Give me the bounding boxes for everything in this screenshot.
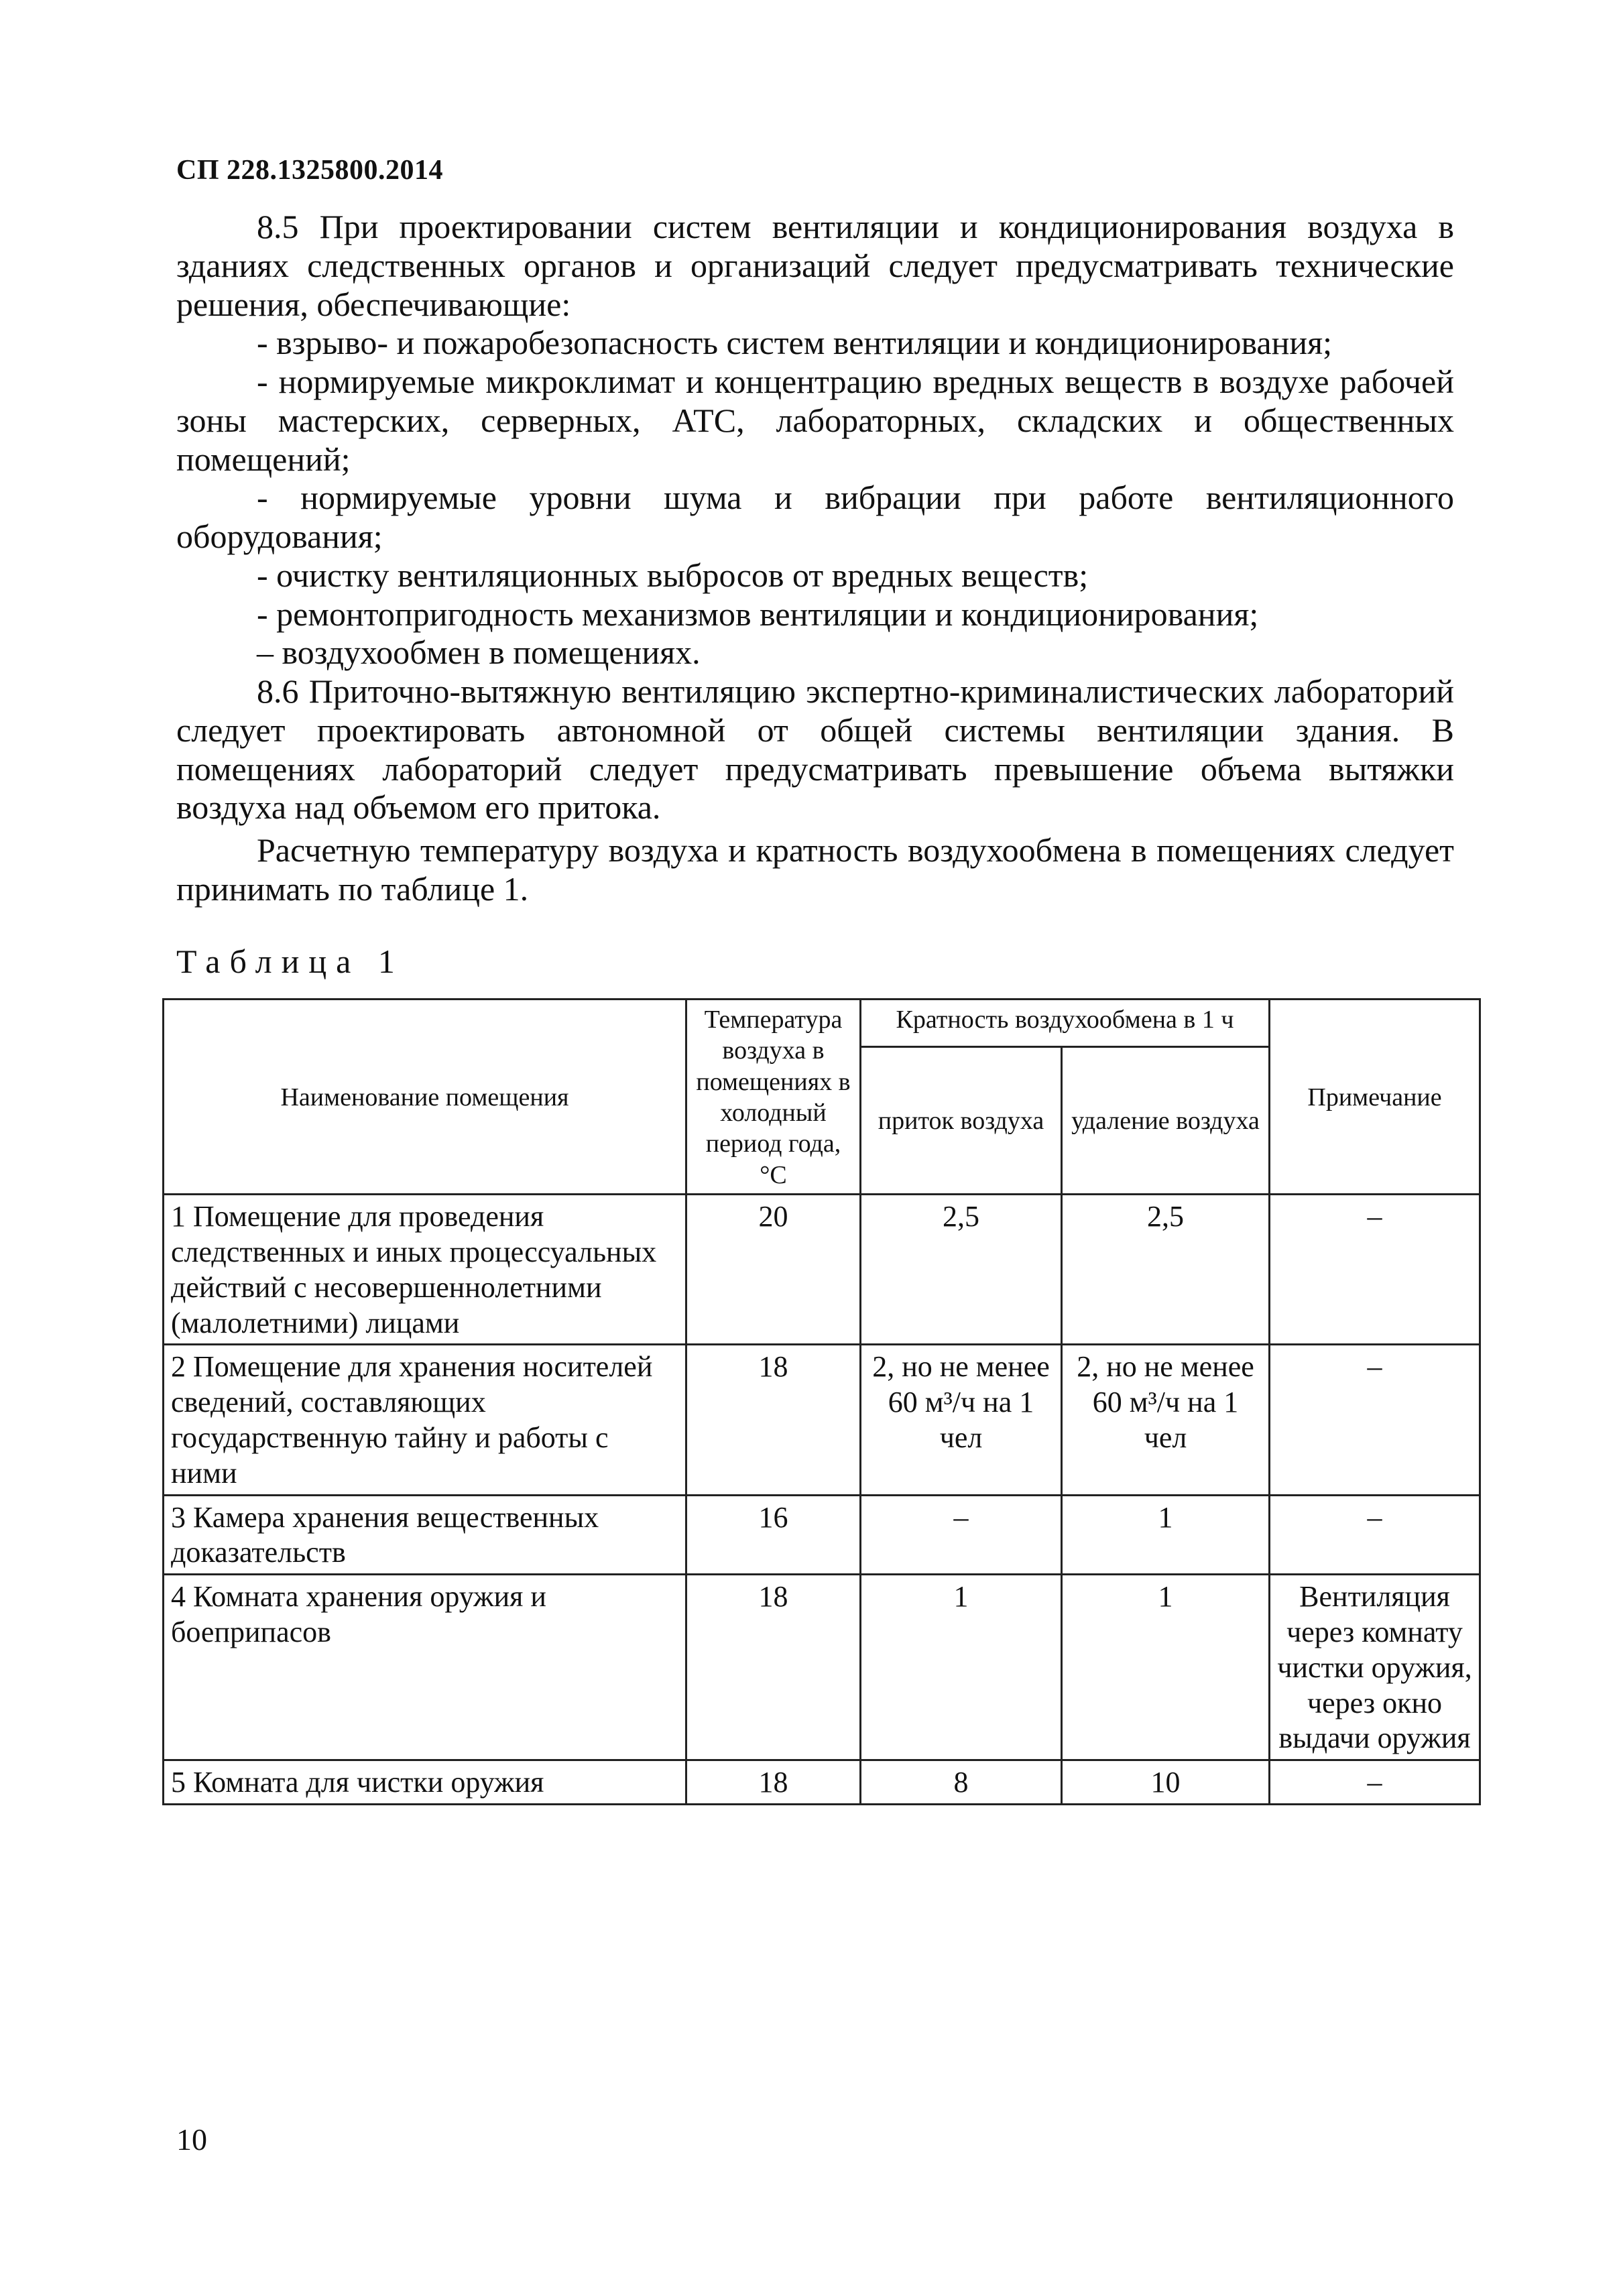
list-item: - нормируемые уровни шума и вибрации при работе вентиляционного оборудования; xyxy=(176,479,1454,555)
cell-temperature: 16 xyxy=(686,1495,861,1575)
list-item: – воздухообмен в помещениях. xyxy=(257,633,701,672)
list-item: - очистку вентиляционных выбросов от вредных веществ; xyxy=(257,556,1089,594)
header-supply: приток воздуха xyxy=(861,1047,1062,1195)
cell-supply: 2,5 xyxy=(861,1195,1062,1345)
paragraph-table-reference: Расчетную температуру воздуха и кратность воздухообмена в помещениях следует принимать по таблице 1. xyxy=(176,831,1454,908)
document-code: СП 228.1325800.2014 xyxy=(176,155,443,186)
cell-room-name: 2 Помещение для хранения носителей сведений, составляющих государственную тайну и работы с ними xyxy=(164,1345,686,1495)
cell-temperature: 18 xyxy=(686,1575,861,1760)
header-air-exchange: Кратность воздухообмена в 1 ч xyxy=(861,1000,1270,1047)
cell-exhaust: 1 xyxy=(1062,1575,1270,1760)
header-room-name: Наименование помещения xyxy=(164,1000,686,1195)
cell-room-name: 5 Комната для чистки оружия xyxy=(164,1760,686,1805)
list-item: - взрыво- и пожаробезопасность систем вентиляции и кондиционирования; xyxy=(257,324,1333,362)
paragraph-8-5: 8.5 При проектировании систем вентиляции и кондиционирования воздуха в зданиях следственных органов и организаций следует предусматривать технические решения, обеспечивающие: xyxy=(176,208,1454,323)
table-row xyxy=(164,1575,1480,1760)
cell-supply: 8 xyxy=(861,1760,1062,1805)
cell-exhaust: 2,5 xyxy=(1062,1195,1270,1345)
paragraph-8-6: 8.6 Приточно-вытяжную вентиляцию экспертно-криминалистических лабораторий следует проектировать автономной от общей системы вентиляции здания. В помещениях лабораторий следует предусматривать превышение объема вытяжки воздуха над объемом его притока. xyxy=(176,672,1454,827)
table-row xyxy=(164,1195,1480,1345)
page-number: 10 xyxy=(176,2122,207,2157)
header-temperature: Температура воздуха в помещениях в холодный период года, °С xyxy=(686,1000,861,1195)
cell-room-name: 3 Камера хранения вещественных доказательств xyxy=(164,1495,686,1575)
cell-supply: 2, но не менее 60 м³/ч на 1 чел xyxy=(861,1345,1062,1495)
table-caption: Таблица 1 xyxy=(176,943,404,980)
table-row xyxy=(164,1495,1480,1575)
cell-exhaust: 10 xyxy=(1062,1760,1270,1805)
list-item: - нормируемые микроклимат и концентрацию вредных веществ в воздухе рабочей зоны мастерских, серверных, АТС, лабораторных, складских и общественных помещений; xyxy=(176,363,1454,478)
cell-exhaust: 2, но не менее 60 м³/ч на 1 чел xyxy=(1062,1345,1270,1495)
table-row xyxy=(164,1760,1480,1805)
cell-exhaust: 1 xyxy=(1062,1495,1270,1575)
table-row xyxy=(164,1345,1480,1495)
cell-note: – xyxy=(1270,1195,1480,1345)
header-note: Примечание xyxy=(1270,1000,1480,1195)
ventilation-table xyxy=(162,998,1481,1805)
body-text xyxy=(176,208,1454,909)
list-item: - ремонтопригодность механизмов вентиляции и кондиционирования; xyxy=(257,595,1259,633)
cell-note: – xyxy=(1270,1345,1480,1495)
cell-temperature: 18 xyxy=(686,1345,861,1495)
header-exhaust: удаление воздуха xyxy=(1062,1047,1270,1195)
cell-room-name: 4 Комната хранения оружия и боеприпасов xyxy=(164,1575,686,1760)
cell-temperature: 20 xyxy=(686,1195,861,1345)
cell-temperature: 18 xyxy=(686,1760,861,1805)
cell-room-name: 1 Помещение для проведения следственных и иных процессуальных действий с несовершеннолетними (малолетними) лицами xyxy=(164,1195,686,1345)
cell-note: – xyxy=(1270,1760,1480,1805)
cell-note: Вентиляция через комнату чистки оружия, через окно выдачи оружия xyxy=(1270,1575,1480,1760)
cell-supply: – xyxy=(861,1495,1062,1575)
cell-note: – xyxy=(1270,1495,1480,1575)
cell-supply: 1 xyxy=(861,1575,1062,1760)
